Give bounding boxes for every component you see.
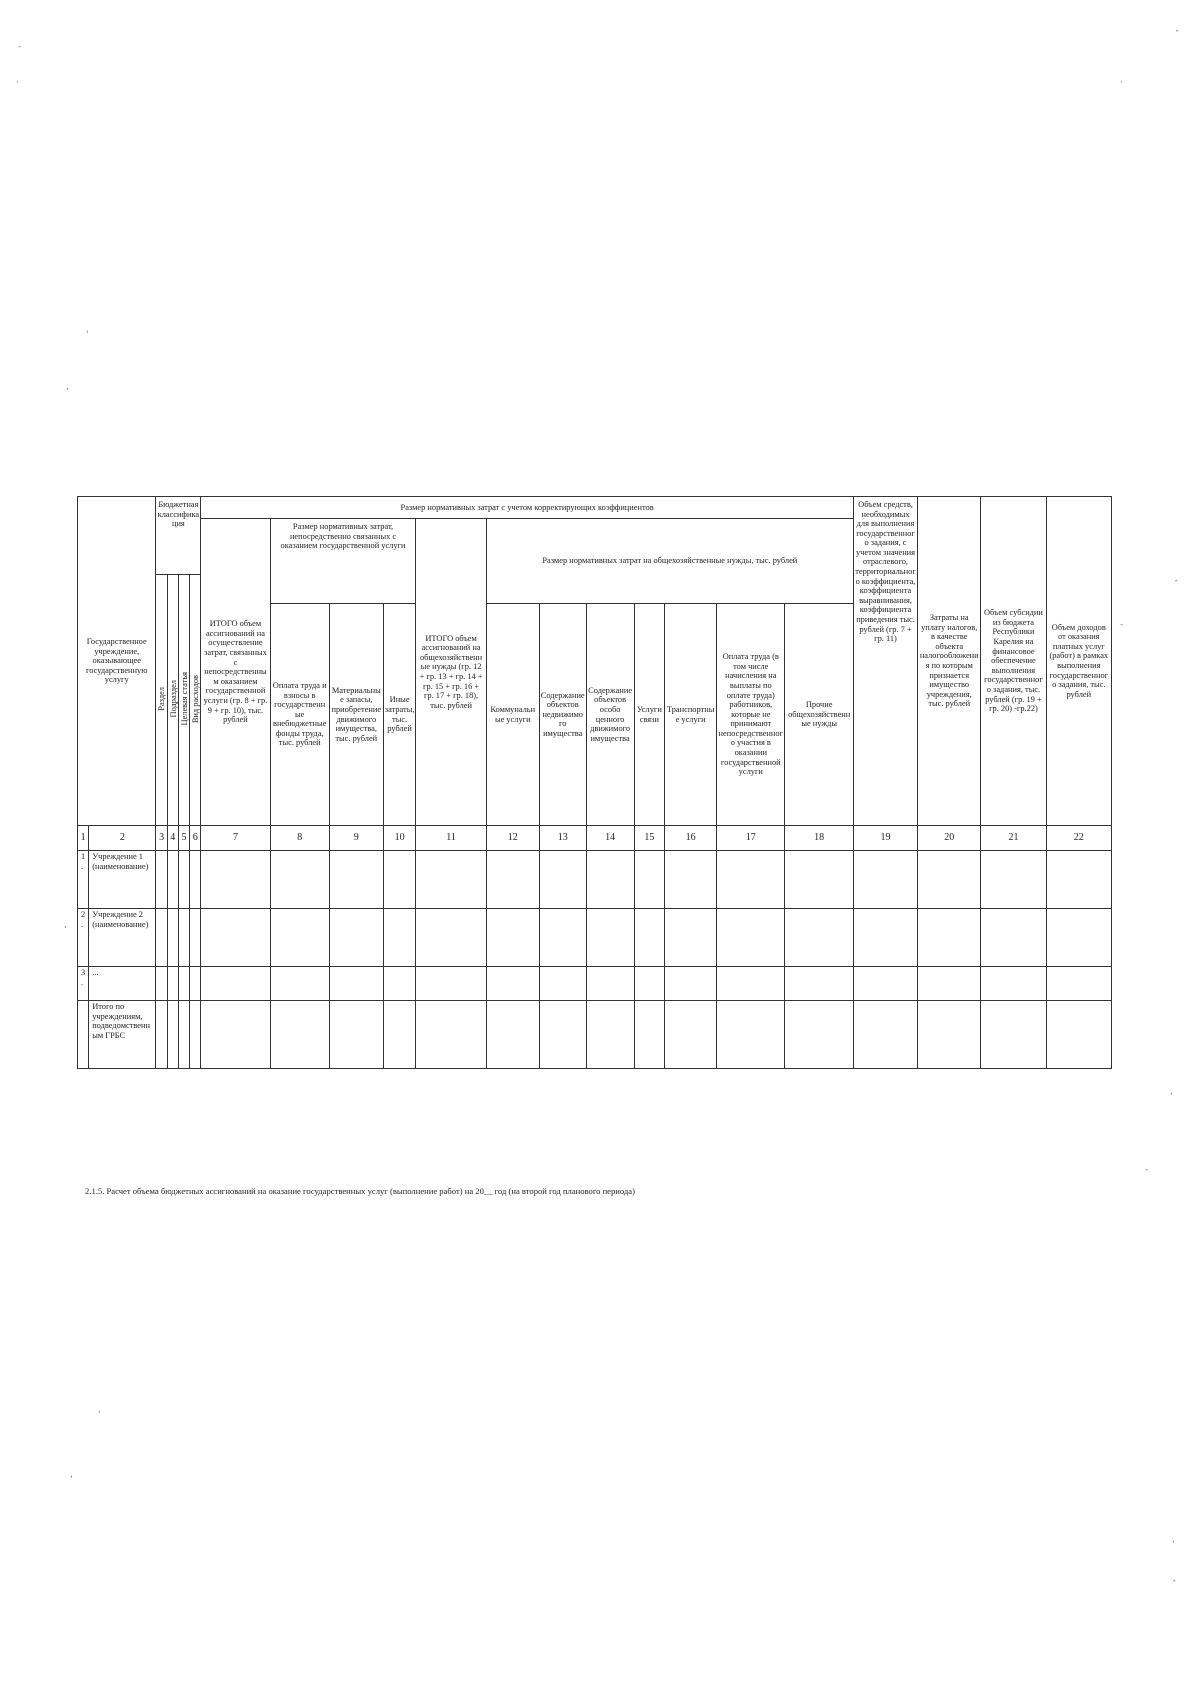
col-number: 18 — [785, 826, 853, 851]
scan-speck: ˆ — [1175, 30, 1180, 40]
scan-speck: · — [16, 78, 19, 88]
scan-speck: ' — [86, 330, 89, 340]
col-number: 16 — [665, 826, 717, 851]
row-number — [78, 1001, 89, 1069]
scan-speck: - — [1120, 620, 1124, 630]
scan-speck: ' — [1172, 1540, 1175, 1550]
scan-speck: - — [18, 42, 22, 52]
total-general-header: ИТОГО объем ассигнований на общехозяйственные нужды (гр. 12 + гр. 13 + гр. 14 + гр. 15 + гр. 16 + гр. 17 + гр. 18), тыс. рублей — [416, 519, 486, 826]
utilities-header: Коммунальные услуги — [486, 604, 539, 826]
other-costs-header: Иные затраты, тыс. рублей — [383, 604, 416, 826]
col-number: 14 — [586, 826, 634, 851]
scan-speck: ˆ — [1172, 1580, 1177, 1590]
col-number: 19 — [853, 826, 917, 851]
tax-costs-header: Затраты на уплату налогов, в качестве объекта налогообложения по которым признается имущество учреждения, тыс. рублей — [918, 497, 981, 826]
scan-speck: , — [66, 382, 69, 392]
normative-costs-header: Размер нормативных затрат с учетом корректирующих коэффициентов — [201, 497, 854, 519]
column-numbers-row — [78, 826, 1112, 851]
col-number: 5 — [178, 826, 189, 851]
scan-speck: ˆ — [1174, 580, 1179, 590]
volume-needed-header: Объем средств, необходимых для выполнения государственного задания, с учетом значения отраслевого, территориального коэффициента, коэффициента выравнивания, коэффициента приведения тыс. рублей (гр. 7 + гр. 11) — [853, 497, 917, 826]
col-number: 6 — [190, 826, 201, 851]
scan-speck: , — [64, 920, 67, 930]
col-number: 20 — [918, 826, 981, 851]
staff-pay-header: Оплата труда (в том числе начисления на выплаты по оплате труда) работников, которые не принимают непосредственного участия в оказании государственной услуги — [717, 604, 785, 826]
col-number: 2 — [89, 826, 156, 851]
row-number: 2. — [78, 909, 89, 967]
table-row — [78, 909, 1112, 967]
row-number: 3. — [78, 967, 89, 1001]
paid-income-header: Объем доходов от оказания платных услуг (работ) в рамках выполнения государственного задания, тыс. рублей — [1046, 497, 1111, 826]
communication-header: Услуги связи — [634, 604, 665, 826]
row-institution-name: Учреждение 1 (наименование) — [89, 851, 156, 909]
col-number: 22 — [1046, 826, 1111, 851]
direct-costs-header: Размер нормативных затрат, непосредственно связанных с оказанием государственной услуги — [270, 519, 416, 604]
col-number: 7 — [201, 826, 270, 851]
row-institution-name: ... — [89, 967, 156, 1001]
budget-classification-header: Бюджетная классификация — [156, 497, 201, 575]
row-institution-name: Итого по учреждениям, подведомственным ГРБС — [89, 1001, 156, 1069]
col-number: 1 — [78, 826, 89, 851]
subsection-header: Подраздел — [167, 575, 178, 826]
col-number: 15 — [634, 826, 665, 851]
col-number: 13 — [539, 826, 586, 851]
subsidy-volume-header: Объем субсидии из бюджета Республики Карелия на финансовое обеспечение выполнения государственного задания, тыс. рублей (гр. 19 + гр. 20) -гр.22) — [981, 497, 1046, 826]
row-number: 1. — [78, 851, 89, 909]
scan-speck: , — [70, 1470, 73, 1480]
col-number: 11 — [416, 826, 486, 851]
other-general-header: Прочие общехозяйственные нужды — [785, 604, 853, 826]
scan-speck: ' — [1170, 1092, 1173, 1102]
col-number: 8 — [270, 826, 329, 851]
general-costs-header: Размер нормативных затрат на общехозяйственные нужды, тыс. рублей — [486, 519, 853, 604]
col-number: 21 — [981, 826, 1046, 851]
total-allocations-header: ИТОГО объем ассигнований на осуществление затрат, связанных с непосредственным оказанием государственной услуги (гр. 8 + гр. 9 + гр. 10), тыс. рублей — [201, 519, 270, 826]
institution-header: Государственное учреждение, оказывающее государственную услугу — [78, 497, 156, 826]
section-caption: 2.1.5. Расчет объема бюджетных ассигнований на оказание государственных услуг (выполнение работ) на 20__ год (на второй год планового периода) — [85, 1186, 635, 1196]
row-institution-name: Учреждение 2 (наименование) — [89, 909, 156, 967]
scan-speck: - — [1145, 1165, 1149, 1175]
col-number: 17 — [717, 826, 785, 851]
scan-speck: · — [1120, 78, 1123, 88]
target-item-header: Целевая статья — [178, 575, 189, 826]
labor-pay-header: Оплата труда и взносы в государственные внебюджетные фонды труда, тыс. рублей — [270, 604, 329, 826]
col-number: 9 — [329, 826, 383, 851]
transport-header: Транспортные услуги — [665, 604, 717, 826]
col-number: 4 — [167, 826, 178, 851]
table-row — [78, 851, 1112, 909]
col-number: 10 — [383, 826, 416, 851]
table-total-row — [78, 1001, 1112, 1069]
expense-type-header: Вид расходов — [190, 575, 201, 826]
real-estate-header: Содержание объектов недвижимого имущества — [539, 604, 586, 826]
scan-speck: ' — [98, 1410, 101, 1420]
section-header: Раздел — [156, 575, 167, 826]
col-number: 12 — [486, 826, 539, 851]
col-number: 3 — [156, 826, 167, 851]
material-stocks-header: Материальные запасы, приобретение движимого имущества, тыс. рублей — [329, 604, 383, 826]
table-row — [78, 967, 1112, 1001]
valuable-movable-header: Содержание объектов особо ценного движимого имущества — [586, 604, 634, 826]
budget-allocation-table — [77, 496, 1112, 1069]
